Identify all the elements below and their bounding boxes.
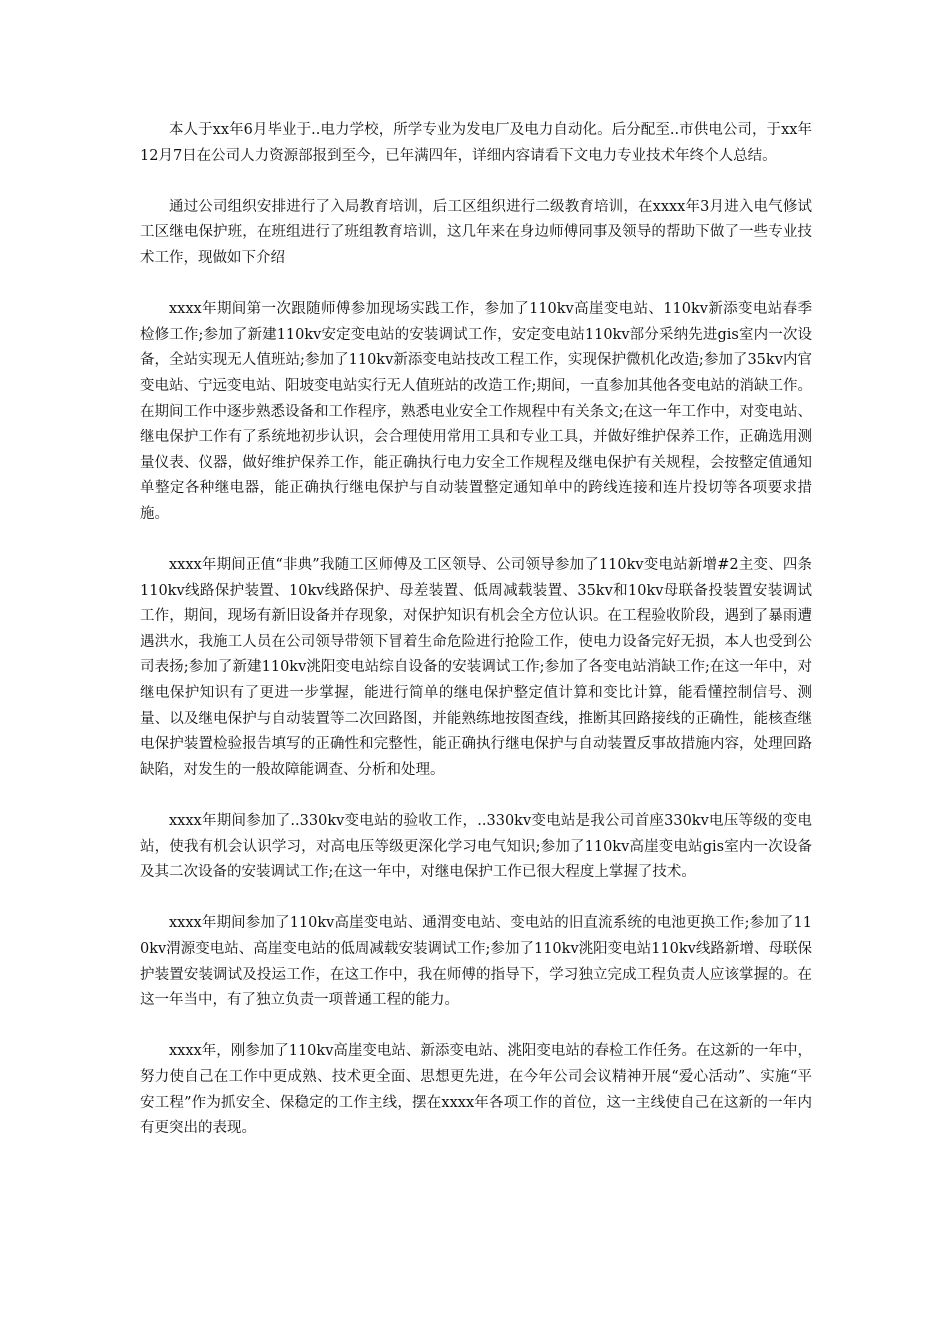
paragraph-year-4: xxxx年期间参加了110kv高崖变电站、通渭变电站、变电站的旧直流系统的电池更换工作;参加了110kv渭源变电站、高崖变电站的低周减载安装调试工作;参加了110kv洮阳变电站110kv线路新增、母联保护装置安装调试及投运工作，在这工作中，我在师傅的指导下，学习独立完成工程负责人应该掌握的。在这一年当中，有了独立负责一项普通工程的能力。 xyxy=(140,915,812,1009)
paragraph-year-2: xxxx年期间正值“非典”我随工区师傅及工区领导、公司领导参加了110kv变电站新增#2主变、四条110kv线路保护装置、10kv线路保护、母差装置、低周减载装置、35kv和10kv母联备投装置安装调试工作，期间，现场有新旧设备并存现象，对保护知识有机会全方位认识。在工程验收阶段，遇到了暴雨遭遇洪水，我施工人员在公司领导带领下冒着生命危险进行抢险工作，使电力设备完好无损，本人也受到公司表扬;参加了新建110kv洮阳变电站综自设备的安装调试工作;参加了各变电站消缺工作;在这一年中，对继电保护知识有了更进一步掌握，能进行简单的继电保护整定值计算和变比计算，能看懂控制信号、测量、以及继电保护与自动装置等二次回路图，并能熟练地按图查线，推断其回路接线的正确性，能核查继电保护装置检验报告填写的正确性和完整性，能正确执行继电保护与自动装置反事故措施内容，处理回路缺陷，对发生的一般故障能调查、分析和处理。 xyxy=(140,557,812,778)
document-body xyxy=(140,118,812,1167)
paragraph-intro: 本人于xx年6月毕业于..电力学校，所学专业为发电厂及电力自动化。后分配至..市供电公司，于xx年12月7日在公司人力资源部报到至今，已年满四年，详细内容请看下文电力专业技术年终个人总结。 xyxy=(140,122,812,164)
paragraph-year-1: xxxx年期间第一次跟随师傅参加现场实践工作，参加了110kv高崖变电站、110kv新添变电站春季检修工作;参加了新建110kv安定变电站的安装调试工作，安定变电站110kv部分采纳先进gis室内一次设备，全站实现无人值班站;参加了110kv新添变电站技改工程工作，实现保护微机化改造;参加了35kv内官变电站、宁远变电站、阳坡变电站实行无人值班站的改造工作;期间，一直参加其他各变电站的消缺工作。在期间工作中逐步熟悉设备和工作程序，熟悉电业安全工作规程中有关条文;在这一年工作中，对变电站、继电保护工作有了系统地初步认识，会合理使用常用工具和专业工具，并做好维护保养工作，正确选用测量仪表、仪器，做好维护保养工作，能正确执行电力安全工作规程及继电保护有关规程，会按整定值通知单整定各种继电器，能正确执行继电保护与自动装置整定通知单中的跨线连接和连片投切等各项要求措施。 xyxy=(140,301,812,522)
paragraph-year-5: xxxx年，刚参加了110kv高崖变电站、新添变电站、洮阳变电站的春检工作任务。在这新的一年中，努力使自己在工作中更成熟、技术更全面、思想更先进，在今年公司会议精神开展“爱心活动”、实施“平安工程”作为抓安全、保稳定的工作主线，摆在xxxx年各项工作的首位，这一主线使自己在这新的一年内有更突出的表现。 xyxy=(140,1043,812,1137)
paragraph-training: 通过公司组织安排进行了入局教育培训，后工区组织进行二级教育培训，在xxxx年3月进入电气修试工区继电保护班，在班组进行了班组教育培训，这几年来在身边师傅同事及领导的帮助下做了一些专业技术工作，现做如下介绍 xyxy=(140,198,812,266)
paragraph-year-3: xxxx年期间参加了..330kv变电站的验收工作，..330kv变电站是我公司首座330kv电压等级的变电站，使我有机会认识学习，对高电压等级更深化学习电气知识;参加了110kv高崖变电站gis室内一次设备及其二次设备的安装调试工作;在这一年中，对继电保护工作已很大程度上掌握了技术。 xyxy=(140,813,812,881)
